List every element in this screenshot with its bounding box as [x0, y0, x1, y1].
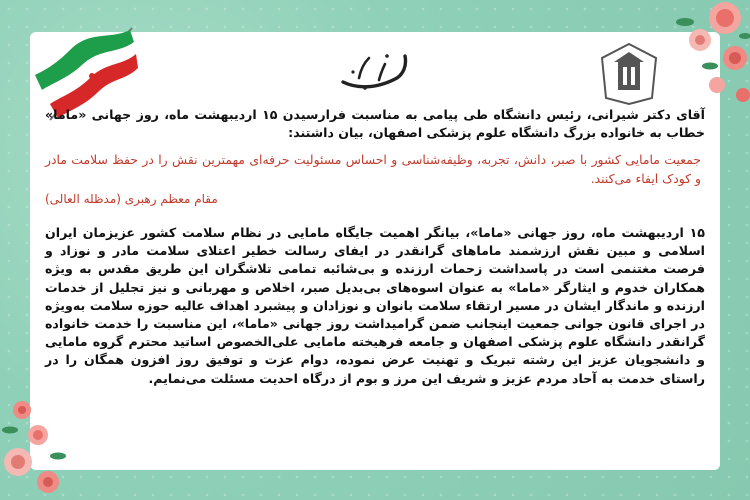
calligraphy-title-icon: [335, 48, 415, 94]
university-logo-icon: [596, 40, 662, 106]
message-content: [45, 106, 705, 388]
intro-paragraph: آقای دکتر شیرانی، رئیس دانشگاه طی پیامی به مناسبت فرارسیدن ۱۵ اردیبهشت ماه، روز جهانی «ماما» خطاب به خانواده بزرگ دانشگاه علوم پزشکی اصفهان، بیان داشتند:: [45, 107, 705, 140]
quote-source: مقام معظم رهبری (مدظله العالی): [45, 192, 218, 206]
flowers-bottom-left-icon: [0, 390, 80, 500]
leader-quote: جمعیت مامایی کشور با صبر، دانش، تجربه، وظیفه‌شناسی و احساس مسئولیت حرفه‌ای مهمترین نقش را در حفظ سلامت مادر و کودک ایفاء می‌کنند.: [45, 152, 701, 186]
flowers-top-right-icon: [655, 0, 750, 110]
message-body: ۱۵ اردیبهشت ماه، روز جهانی «ماما»، بیانگر اهمیت جایگاه مامایی در نظام سلامت کشور عزیزمان ایران اسلامی و مبین نقش ارزشمند ماماهای گرانقدر در ایفای رسالت خطیر اعتلای سلامت مادر و نوزاد و فرصت مغتنمی است در پاسداشت زحمات ارزنده و بی‌شائبه تمامی تلاشگران این طریق مقدس به ویژه همکاران خدوم و ایثارگر «ماما» به عنوان اسوه‌های بی‌بدیل صبر، اخلاص و مهربانی و نیز تجلیل از خدمات ارزنده و ماندگار ایشان در مسیر ارتقاء سلامت بانوان و نوزادان و پیشبرد اهداف عالیه حوزه سلامت به‌ویژه در اجرای قانون جوانی جمعیت اینجانب ضمن گرامیداشت روز جهانی «ماما»، این مناسبت را خدمت خانواده گرانقدر دانشگاه علوم پزشکی اصفهان و جامعه فرهیخته مامایی علی‌الخصوص اساتید محترم گروه مامایی و دانشجویان عزیز این رشته تبریک و تهنیت عرض نموده، دوام عزت و توفیق روز افزون همگان را در راستای خدمت به آحاد مردم عزیز و شریف این مرز و بوم از درگاه احدیت مسئلت می‌نمایم.: [45, 225, 705, 386]
